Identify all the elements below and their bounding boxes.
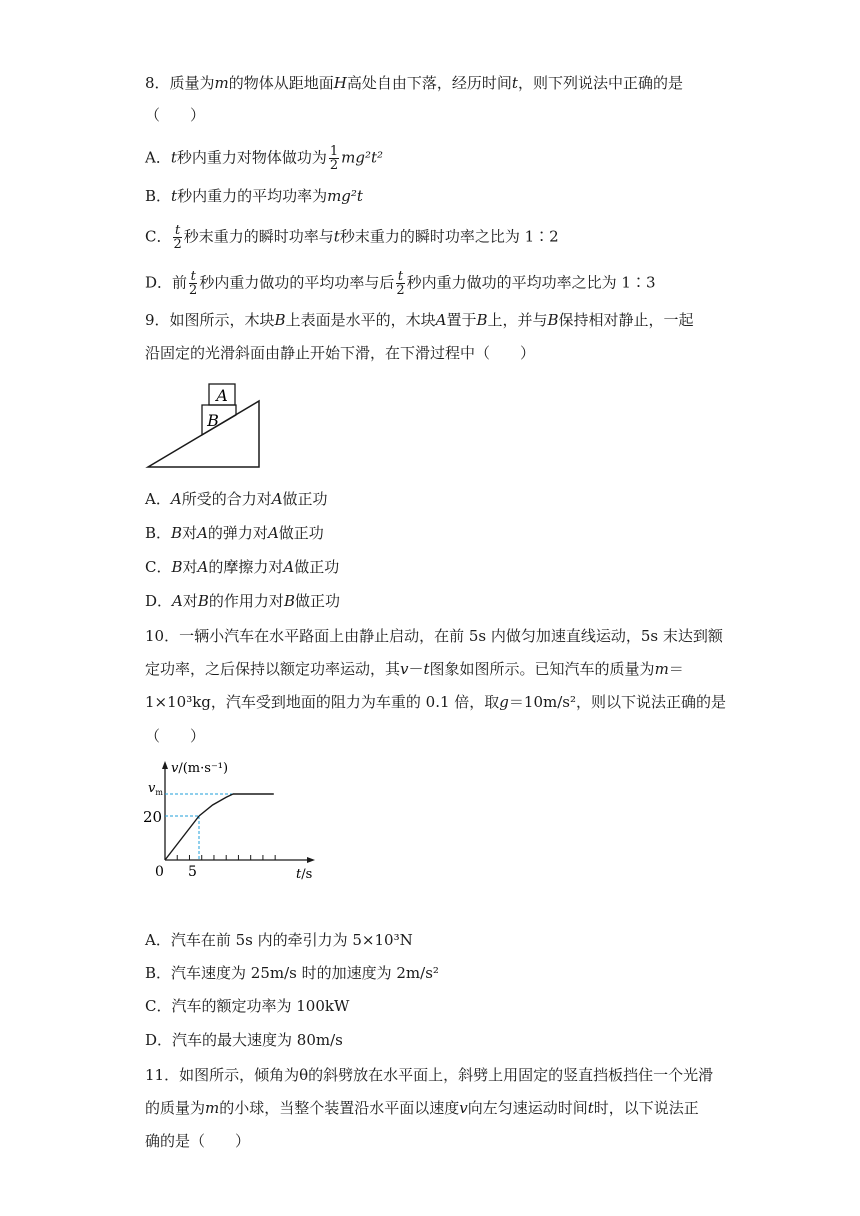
series-curve-line: [199, 794, 233, 816]
label-b: B: [207, 411, 219, 430]
origin-label: 0: [155, 864, 164, 880]
x-axis-label: t/s: [296, 867, 313, 882]
q8-stem: 8．质量为m的物体从距地面H高处自由下落，经历时间t，则下列说法中正确的是: [145, 74, 683, 92]
q11-stem-line2: 的质量为m的小球，当整个装置沿水平面以速度v向左匀速运动时间t时，以下说法正: [145, 1099, 699, 1117]
q8-option-c[interactable]: C． $\frac{t}{2}$ 秒末重力的瞬时功率与t秒末重力的瞬时功率之比为 1∶2: [145, 223, 559, 252]
x-tick-5: 5: [188, 864, 197, 880]
y-tick-vm: $v_m$: [148, 781, 163, 797]
q8-option-a[interactable]: A．t秒内重力对物体做功为 $\frac{1}{2}$ mg²t²: [145, 144, 384, 173]
q9-option-c[interactable]: C．B对A的摩擦力对A做正功: [145, 558, 340, 576]
label-a: A: [216, 386, 228, 405]
q9-option-a[interactable]: A．A所受的合力对A做正功: [145, 490, 328, 508]
x-axis-ticks: [177, 855, 275, 860]
q8-option-b[interactable]: B．t秒内重力的平均功率为mg²t: [145, 187, 363, 205]
q10-stem-line3: 1×10³kg，汽车受到地面的阻力为车重的 0.1 倍，取g＝10m/s²，则以下说法正确的是: [145, 693, 726, 711]
q11-stem-line1: 11．如图所示，倾角为θ的斜劈放在水平面上，斜劈上用固定的竖直挡板挡住一个光滑: [145, 1066, 714, 1084]
y-axis-label: v/(m·s⁻¹): [171, 761, 229, 776]
fraction: $\frac{t}{2}$: [189, 269, 198, 298]
q10-option-c[interactable]: C．汽车的额定功率为 100kW: [145, 997, 350, 1015]
q9-stem-line1: 9．如图所示，木块B上表面是水平的，木块A置于B上，并与B保持相对静止，一起: [145, 311, 694, 329]
q8-option-d[interactable]: D．前 $\frac{t}{2}$ 秒内重力做功的平均功率与后 $\frac{t}{2}$ 秒内重力做功的平均功率之比为 1∶3: [145, 269, 656, 298]
q10-option-a[interactable]: A．汽车在前 5s 内的牵引力为 5×10³N: [145, 931, 413, 949]
q8-paren: （ ）: [145, 106, 206, 124]
q10-stem-line1: 10．一辆小汽车在水平路面上由静止启动，在前 5s 内做匀加速直线运动，5s 末达到额: [145, 627, 723, 645]
q9-stem-line2: 沿固定的光滑斜面由静止开始下滑，在下滑过程中（ ）: [145, 344, 536, 362]
series-accel-line: [165, 816, 199, 860]
x-axis-arrow: [307, 857, 315, 863]
fraction: $\frac{1}{2}$: [329, 144, 339, 173]
q10-option-b[interactable]: B．汽车速度为 25m/s 时的加速度为 2m/s²: [145, 964, 439, 982]
fraction: $\frac{t}{2}$: [396, 269, 405, 298]
q10-option-d[interactable]: D．汽车的最大速度为 80m/s: [145, 1031, 343, 1049]
fraction: $\frac{t}{2}$: [173, 223, 182, 252]
q10-stem-line2: 定功率，之后保持以额定功率运动，其v－t图象如图所示。已知汽车的质量为m＝: [145, 660, 684, 678]
q10-paren: （ ）: [145, 727, 206, 745]
q9-option-d[interactable]: D．A对B的作用力对B做正功: [145, 592, 340, 610]
y-axis-arrow: [162, 761, 168, 769]
q9-option-b[interactable]: B．B对A的弹力对A做正功: [145, 524, 324, 542]
y-tick-20: 20: [143, 808, 163, 826]
q11-stem-line3: 确的是（ ）: [145, 1132, 251, 1150]
velocity-time-chart: [140, 756, 320, 886]
incline-diagram: [140, 378, 270, 473]
